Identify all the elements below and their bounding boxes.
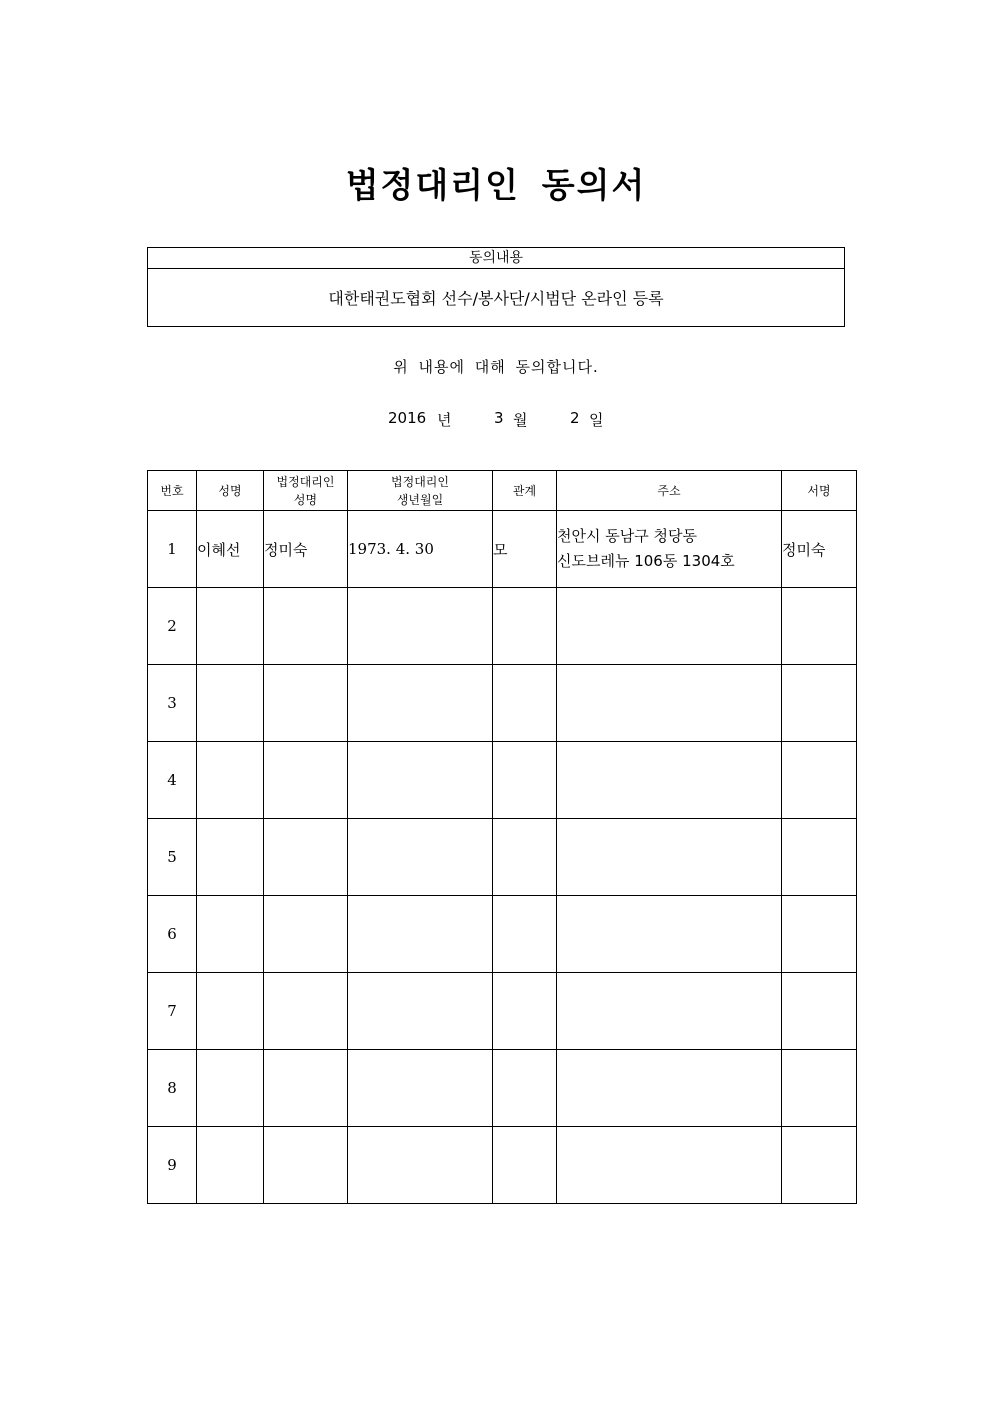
table-row <box>148 973 857 1050</box>
cell-guardian-birth <box>348 819 493 896</box>
cell-guardian-birth: 1973. 4. 30 <box>348 511 493 588</box>
cell-address <box>557 896 782 973</box>
document-title: 법정대리인 동의서 <box>345 166 647 206</box>
table-row <box>148 1127 857 1204</box>
cell-name <box>197 1050 264 1127</box>
cell-guardian-name: 정미숙 <box>264 511 348 588</box>
cell-name <box>197 1127 264 1204</box>
cell-guardian-birth <box>348 1127 493 1204</box>
cell-guardian-birth <box>348 588 493 665</box>
cell-guardian-birth <box>348 973 493 1050</box>
cell-relation <box>493 742 557 819</box>
cell-guardian-name <box>264 742 348 819</box>
consent-box <box>147 247 845 327</box>
cell-name <box>197 896 264 973</box>
date-year: 2016 <box>388 409 427 427</box>
header-guardian-name-line1: 법정대리인 <box>276 474 335 489</box>
address-line2: 신도브레뉴 106동 1304호 <box>557 552 735 570</box>
cell-guardian-birth <box>348 1050 493 1127</box>
header-guardian-birth-line2: 생년월일 <box>396 492 444 507</box>
cell-no: 7 <box>148 973 197 1050</box>
cell-address <box>557 1127 782 1204</box>
consent-header: 동의내용 <box>148 248 844 269</box>
cell-name <box>197 742 264 819</box>
cell-no: 9 <box>148 1127 197 1204</box>
cell-signature <box>782 588 857 665</box>
table-row <box>148 588 857 665</box>
cell-guardian-name <box>264 1050 348 1127</box>
cell-relation <box>493 973 557 1050</box>
cell-guardian-birth <box>348 896 493 973</box>
table-row <box>148 819 857 896</box>
address-line1: 천안시 동남구 청당동 <box>557 527 697 545</box>
table-row <box>148 511 857 588</box>
cell-no: 2 <box>148 588 197 665</box>
cell-relation: 모 <box>493 511 557 588</box>
cell-signature <box>782 896 857 973</box>
header-guardian-birth <box>348 471 493 511</box>
cell-guardian-name <box>264 896 348 973</box>
table-row <box>148 665 857 742</box>
cell-no: 3 <box>148 665 197 742</box>
table-row <box>148 896 857 973</box>
cell-signature <box>782 742 857 819</box>
cell-name <box>197 819 264 896</box>
cell-signature <box>782 973 857 1050</box>
cell-address <box>557 742 782 819</box>
cell-relation <box>493 1050 557 1127</box>
agreement-statement: 위 내용에 대해 동의합니다. <box>393 358 599 376</box>
cell-signature <box>782 819 857 896</box>
cell-guardian-name <box>264 973 348 1050</box>
cell-relation <box>493 588 557 665</box>
cell-name <box>197 588 264 665</box>
date-month: 3 <box>494 409 504 427</box>
cell-relation <box>493 665 557 742</box>
header-signature: 서명 <box>782 471 857 511</box>
cell-guardian-birth <box>348 742 493 819</box>
cell-address <box>557 511 782 588</box>
cell-no: 8 <box>148 1050 197 1127</box>
date-year-unit: 년 <box>437 411 452 429</box>
table-row <box>148 742 857 819</box>
date-day-unit: 일 <box>589 411 604 429</box>
cell-address <box>557 588 782 665</box>
cell-no: 6 <box>148 896 197 973</box>
header-guardian-birth-line1: 법정대리인 <box>391 474 449 489</box>
cell-guardian-name <box>264 1127 348 1204</box>
cell-name <box>197 973 264 1050</box>
cell-guardian-birth <box>348 665 493 742</box>
cell-address <box>557 1050 782 1127</box>
header-relation: 관계 <box>493 471 557 511</box>
header-name: 성명 <box>197 471 264 511</box>
cell-name: 이혜선 <box>197 511 264 588</box>
cell-no: 1 <box>148 511 197 588</box>
cell-relation <box>493 896 557 973</box>
cell-signature <box>782 1050 857 1127</box>
cell-guardian-name <box>264 819 348 896</box>
header-no: 번호 <box>148 471 197 511</box>
header-address: 주소 <box>557 471 782 511</box>
cell-address <box>557 973 782 1050</box>
table-header-row <box>148 471 857 511</box>
cell-relation <box>493 819 557 896</box>
cell-no: 4 <box>148 742 197 819</box>
cell-address <box>557 819 782 896</box>
cell-signature: 정미숙 <box>782 511 857 588</box>
cell-name <box>197 665 264 742</box>
date-month-unit: 월 <box>513 411 528 429</box>
table-row <box>148 1050 857 1127</box>
header-guardian-name-line2: 성명 <box>293 492 318 507</box>
cell-address <box>557 665 782 742</box>
registration-table <box>147 470 857 1204</box>
cell-no: 5 <box>148 819 197 896</box>
date-day: 2 <box>570 409 580 427</box>
cell-relation <box>493 1127 557 1204</box>
date-line <box>0 409 992 433</box>
cell-signature <box>782 1127 857 1204</box>
cell-guardian-name <box>264 665 348 742</box>
table-body <box>148 511 857 1204</box>
cell-signature <box>782 665 857 742</box>
cell-guardian-name <box>264 588 348 665</box>
header-guardian-name <box>264 471 348 511</box>
consent-content: 대한태권도협회 선수/봉사단/시범단 온라인 등록 <box>328 289 664 308</box>
